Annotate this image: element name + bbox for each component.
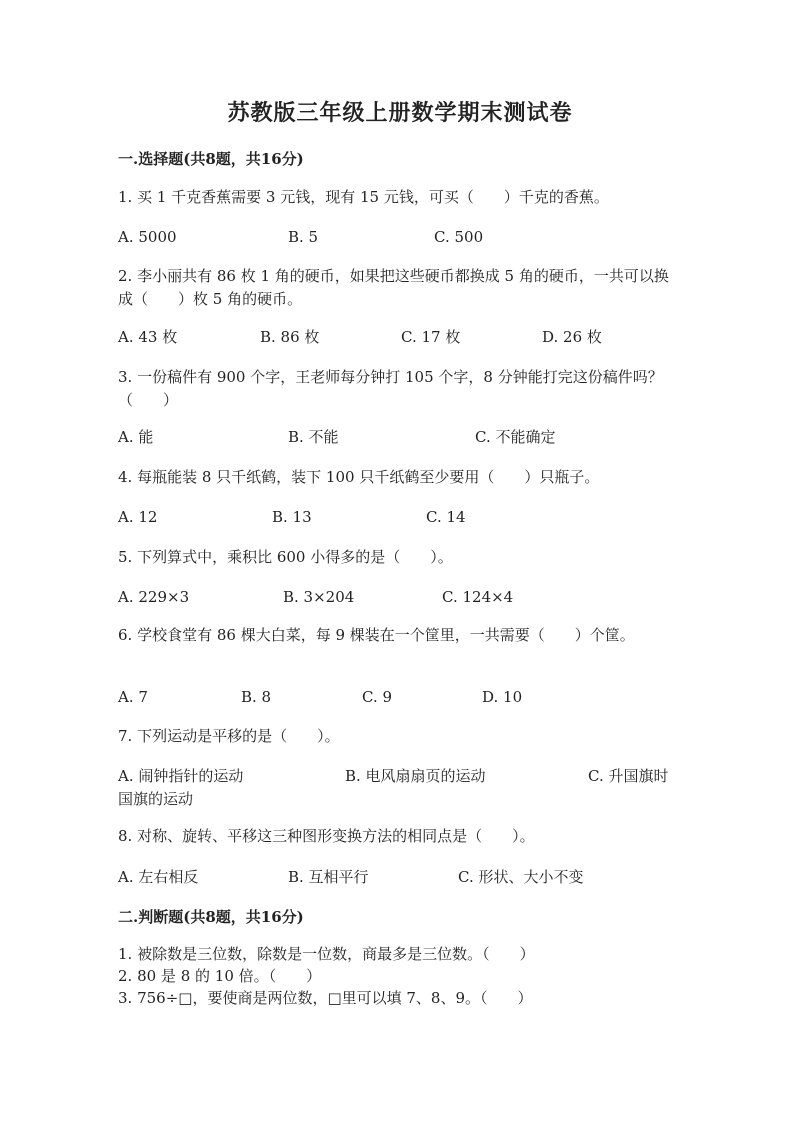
question-5-option-a: A. 229×3: [118, 588, 190, 606]
question-6-option-c: C. 9: [362, 688, 393, 706]
question-1-option-b: B. 5: [288, 228, 319, 246]
question-5-option-b: B. 3×204: [283, 588, 355, 606]
question-6-option-a: A. 7: [118, 688, 148, 706]
judgement-1: 1. 被除数是三位数，除数是一位数，商最多是三位数。（ ）: [118, 945, 535, 963]
question-5: 5. 下列算式中，乘积比 600 小得多的是（ ）。: [118, 548, 453, 566]
question-8: 8. 对称、旋转、平移这三种图形变换方法的相同点是（ ）。: [118, 827, 535, 845]
section-heading-choice: 一.选择题(共8题，共16分): [118, 150, 304, 168]
question-3-option-a: A. 能: [118, 428, 154, 446]
question-4-option-c: C. 14: [426, 508, 466, 526]
question-2-option-b: B. 86 枚: [260, 328, 320, 346]
judgement-2: 2. 80 是 8 的 10 倍。（ ）: [118, 967, 322, 985]
question-5-option-c: C. 124×4: [442, 588, 514, 606]
question-1-option-a: A. 5000: [118, 228, 177, 246]
question-6: 6. 学校食堂有 86 棵大白菜，每 9 棵装在一个筐里，一共需要（ ）个筐。: [118, 626, 635, 644]
section-heading-judgement: 二.判断题(共8题，共16分): [118, 908, 304, 926]
question-7-option-b: B. 电风扇扇页的运动: [345, 767, 486, 785]
question-2-option-a: A. 43 枚: [118, 328, 178, 346]
question-3: 3. 一份稿件有 900 个字，王老师每分钟打 105 个字，8 分钟能打完这份稿件吗？（ ）: [118, 368, 663, 409]
question-3-option-c: C. 不能确定: [475, 428, 556, 446]
question-8-option-c: C. 形状、大小不变: [458, 868, 584, 886]
question-8-option-b: B. 互相平行: [288, 868, 369, 886]
question-8-option-a: A. 左右相反: [118, 868, 199, 886]
question-7-option-c: C. 升国旗时国旗的运动: [118, 767, 669, 808]
question-6-option-b: B. 8: [241, 688, 272, 706]
question-4: 4. 每瓶能装 8 只千纸鹤，装下 100 只千纸鹤至少要用（ ）只瓶子。: [118, 468, 600, 486]
judgement-3: 3. 756÷□，要使商是两位数，□里可以填 7、8、9。（ ）: [118, 989, 533, 1007]
question-7-option-a: A. 闹钟指针的运动: [118, 767, 244, 785]
question-2-option-c: C. 17 枚: [401, 328, 461, 346]
question-1: 1. 买 1 千克香蕉需要 3 元钱，现有 15 元钱，可买（ ）千克的香蕉。: [118, 188, 609, 206]
question-3-option-b: B. 不能: [288, 428, 339, 446]
question-7: 7. 下列运动是平移的是（ ）。: [118, 727, 340, 745]
question-4-option-b: B. 13: [272, 508, 312, 526]
question-6-option-d: D. 10: [482, 688, 523, 706]
page-title: 苏教版三年级上册数学期末测试卷: [227, 100, 573, 126]
question-2-option-d: D. 26 枚: [542, 328, 602, 346]
question-4-option-a: A. 12: [118, 508, 158, 526]
question-2: 2. 李小丽共有 86 枚 1 角的硬币，如果把这些硬币都换成 5 角的硬币，一共可以换成（ ）枚 5 角的硬币。: [118, 267, 669, 308]
question-1-option-c: C. 500: [434, 228, 484, 246]
